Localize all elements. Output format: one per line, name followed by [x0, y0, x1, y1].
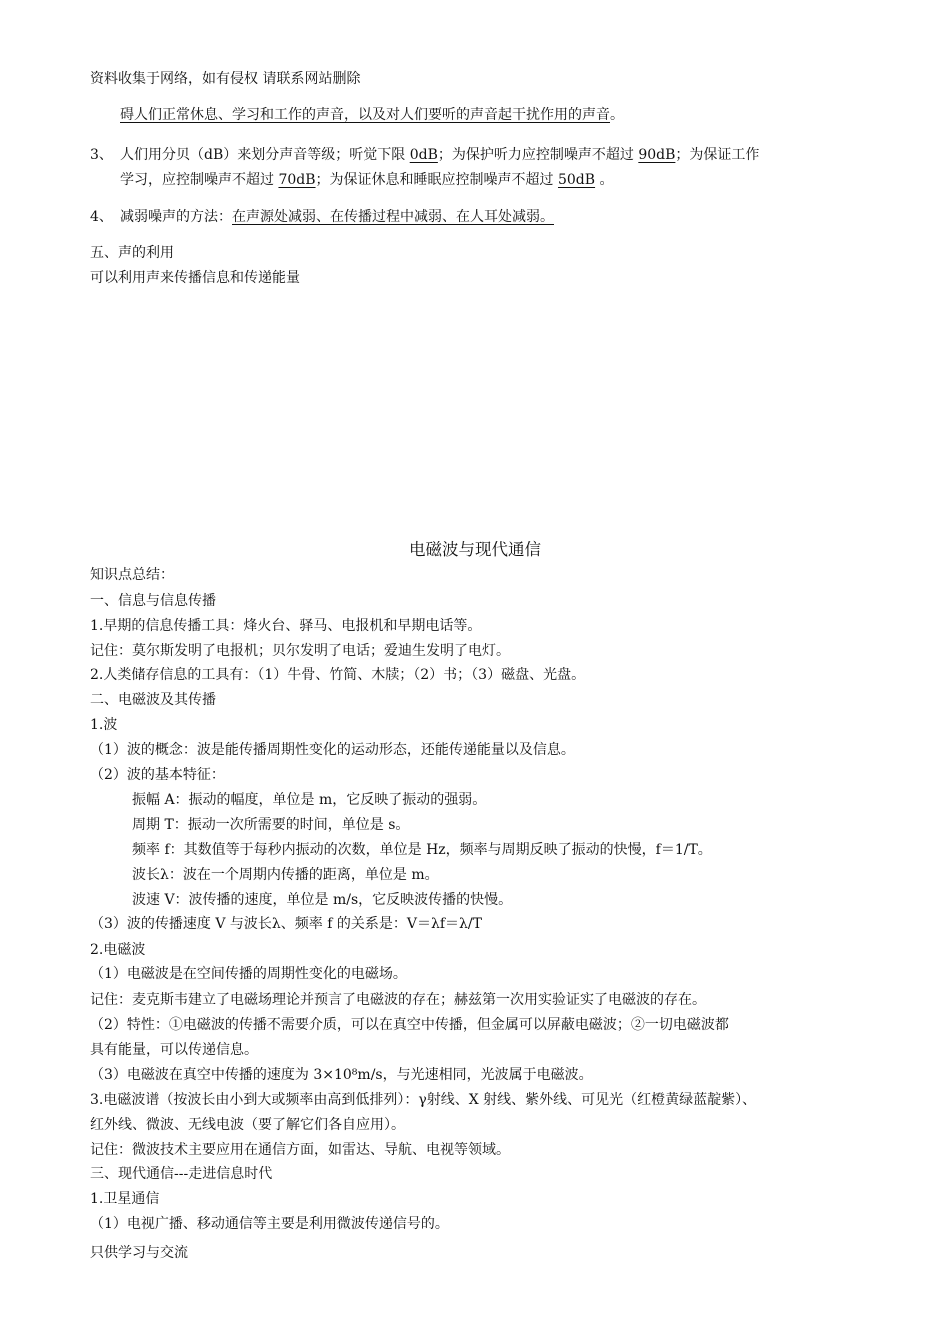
page-footer: 只供学习与交流: [90, 1245, 188, 1261]
item-3-text-f: 。: [595, 172, 614, 188]
page-header: 资料收集于网络，如有侵权 请联系网站删除: [90, 71, 361, 87]
summary-line: （1）波的概念：波是能传播周期性变化的运动形态，还能传递能量以及信息。: [90, 742, 575, 758]
summary-line: 周期 T：振动一次所需要的时间，单位是 s。: [132, 817, 410, 833]
summary-line: 振幅 A：振动的幅度，单位是 m，它反映了振动的强弱。: [132, 792, 487, 808]
summary-line: 频率 f：其数值等于每秒内振动的次数，单位是 Hz，频率与周期反映了振动的快慢，f＝1/T。: [132, 842, 712, 858]
item-3-text-e: ；为保证休息和睡眠应控制噪声不超过: [315, 172, 558, 188]
item-3-text-a: 人们用分贝（dB）来划分声音等级；听觉下限: [120, 147, 410, 163]
item-3-text-b: ；为保护听力应控制噪声不超过: [437, 147, 639, 163]
underlined-answer: 碍人们正常休息、学习和工作的声音，以及对人们要听的声音起干扰作用的声音: [120, 107, 610, 123]
summary-line: 2.电磁波: [90, 942, 146, 958]
summary-line: （2）特性：①电磁波的传播不需要介质，可以在真空中传播，但金属可以屏蔽电磁波；②一切电磁波都: [90, 1017, 729, 1033]
summary-line: 1.早期的信息传播工具：烽火台、驿马、电报机和早期电话等。: [90, 618, 482, 634]
summary-line: （1）电磁波是在空间传播的周期性变化的电磁场。: [90, 966, 407, 982]
summary-line: 波长λ：波在一个周期内传播的距离，单位是 m。: [132, 867, 439, 883]
item-4-text: 减弱噪声的方法：: [120, 209, 232, 225]
summary-line: 记住：莫尔斯发明了电报机；贝尔发明了电话；爱迪生发明了电灯。: [90, 643, 510, 659]
summary-line: 1.波: [90, 717, 118, 733]
item-3-line-1: [120, 145, 759, 165]
summary-line: 三、现代通信---走进信息时代: [90, 1166, 273, 1182]
noise-reduction-methods: 在声源处减弱、在传播过程中减弱、在人耳处减弱。: [232, 209, 554, 225]
rest-sleep-value: 50dB: [557, 172, 596, 188]
summary-line: 红外线、微波、无线电波（要了解它们各自应用）。: [90, 1117, 405, 1133]
hearing-threshold-value: 0dB: [409, 147, 438, 163]
summary-line: 3.电磁波谱（按波长由小到大或频率由高到低排列）：γ射线、X 射线、紫外线、可见光（红橙黄绿蓝靛紫）、: [90, 1092, 757, 1108]
summary-line: 具有能量，可以传递信息。: [90, 1042, 258, 1058]
summary-line: 记住：微波技术主要应用在通信方面，如雷达、导航、电视等领域。: [90, 1142, 510, 1158]
punctuation: 。: [610, 107, 624, 123]
summary-line: （2）波的基本特征：: [90, 767, 225, 783]
item-3-number: 3、: [90, 147, 113, 163]
item-4-number: 4、: [90, 209, 113, 225]
summary-line: 波速 V：波传播的速度，单位是 m/s，它反映波传播的快慢。: [132, 892, 513, 908]
item-3-text-c: ；为保证工作: [675, 147, 760, 163]
summary-line: （1）电视广播、移动通信等主要是利用微波传递信号的。: [90, 1216, 449, 1232]
section-5-title: 五、声的利用: [90, 245, 174, 261]
work-study-value: 70dB: [278, 172, 316, 188]
noise-definition-continuation: [120, 105, 624, 125]
hearing-protection-value: 90dB: [638, 147, 676, 163]
item-3-line-2: [120, 170, 614, 190]
summary-line: 知识点总结：: [90, 567, 174, 583]
chapter-title: 电磁波与现代通信: [409, 540, 541, 559]
summary-line: 二、电磁波及其传播: [90, 692, 216, 708]
summary-line: （3）波的传播速度 V 与波长λ、频率 f 的关系是：V＝λf＝λ/T: [90, 916, 482, 932]
summary-line: 1.卫星通信: [90, 1191, 160, 1207]
item-3-text-d: 学习，应控制噪声不超过: [120, 172, 279, 188]
item-4-line: [120, 207, 554, 227]
summary-line: （3）电磁波在真空中传播的速度为 3×10⁸m/s，与光速相同，光波属于电磁波。: [90, 1067, 593, 1083]
summary-line: 2.人类储存信息的工具有：（1）牛骨、竹简、木牍；（2）书；（3）磁盘、光盘。: [90, 667, 586, 683]
section-5-text: 可以利用声来传播信息和传递能量: [90, 270, 300, 286]
summary-line: 记住：麦克斯韦建立了电磁场理论并预言了电磁波的存在；赫兹第一次用实验证实了电磁波的存在。: [90, 992, 706, 1008]
summary-line: 一、信息与信息传播: [90, 593, 216, 609]
